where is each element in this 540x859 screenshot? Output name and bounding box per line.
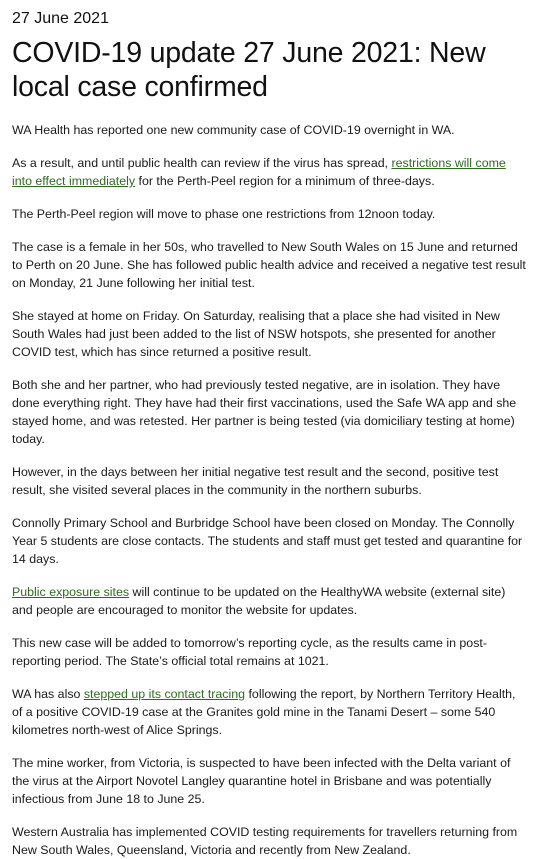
paragraph-testing-requirements: Western Australia has implemented COVID testing requirements for travellers returning from New South Wales, Queensland, Victoria and recently from New Zealand. bbox=[12, 825, 518, 857]
paragraph-text: following the report, by Northern Territory Health, of a positive COVID-19 case at the Granites gold mine in the Tanami Desert – some 540 kilometres north-west of Alice Springs. bbox=[12, 687, 516, 737]
article-date: 27 June 2021 bbox=[12, 10, 109, 27]
restrictions-link[interactable]: restrictions will come into effect immediately bbox=[12, 156, 506, 188]
paragraph-mine-worker: The mine worker, from Victoria, is suspected to have been infected with the Delta variant of the virus at the Airport Novotel Langley quarantine hotel in Brisbane and was potentially infectious from June 18 to June 25. bbox=[12, 756, 511, 806]
paragraph-phase-one: The Perth-Peel region will move to phase one restrictions from 12noon today. bbox=[12, 207, 436, 221]
paragraph-school-closures: Connolly Primary School and Burbridge School have been closed on Monday. The Connolly Year 5 students are close contacts. The students and staff must get tested and quarantine for 14 days. bbox=[12, 516, 523, 566]
contact-tracing-link[interactable]: stepped up its contact tracing bbox=[83, 687, 246, 701]
public-exposure-sites-link[interactable]: Public exposure sites bbox=[12, 585, 130, 599]
paragraph-text: As a result, and until public health can review if the virus has spread, bbox=[12, 156, 392, 170]
paragraph-restrictions bbox=[12, 154, 528, 190]
paragraph-exposure-sites bbox=[12, 583, 528, 619]
paragraph-reporting-cycle: This new case will be added to tomorrow’s reporting cycle, as the results came in post-reporting period. The State’s official total remains at 1021. bbox=[12, 636, 487, 668]
paragraph-contact-tracing bbox=[12, 685, 528, 739]
paragraph-new-case: WA Health has reported one new community case of COVID-19 overnight in WA. bbox=[12, 123, 455, 137]
paragraph-text: will continue to be updated on the HealthyWA website (external site) and people are encouraged to monitor the website for updates. bbox=[12, 585, 506, 617]
paragraph-isolation: Both she and her partner, who had previously tested negative, are in isolation. They have done everything right. They have had their first vaccinations, used the Safe WA app and she stayed home, and was retested. Her partner is being tested (via domiciliary testing at home) today. bbox=[12, 378, 517, 446]
article-title: COVID-19 update 27 June 2021: New local case confirmed bbox=[12, 37, 486, 103]
paragraph-case-details: The case is a female in her 50s, who travelled to New South Wales on 15 June and returned to Perth on 20 June. She has followed public health advice and received a negative test result on Monday, 21 June following her initial test. bbox=[12, 240, 526, 290]
paragraph-retest: She stayed at home on Friday. On Saturday, realising that a place she had visited in New South Wales had just been added to the list of NSW hotspots, she presented for another COVID test, which has since returned a positive result. bbox=[12, 309, 500, 359]
paragraph-text: for the Perth-Peel region for a minimum of three-days. bbox=[135, 174, 435, 188]
paragraph-text: WA has also bbox=[12, 687, 84, 701]
paragraph-community-visits: However, in the days between her initial negative test result and the second, positive test result, she visited several places in the community in the northern suburbs. bbox=[12, 465, 499, 497]
